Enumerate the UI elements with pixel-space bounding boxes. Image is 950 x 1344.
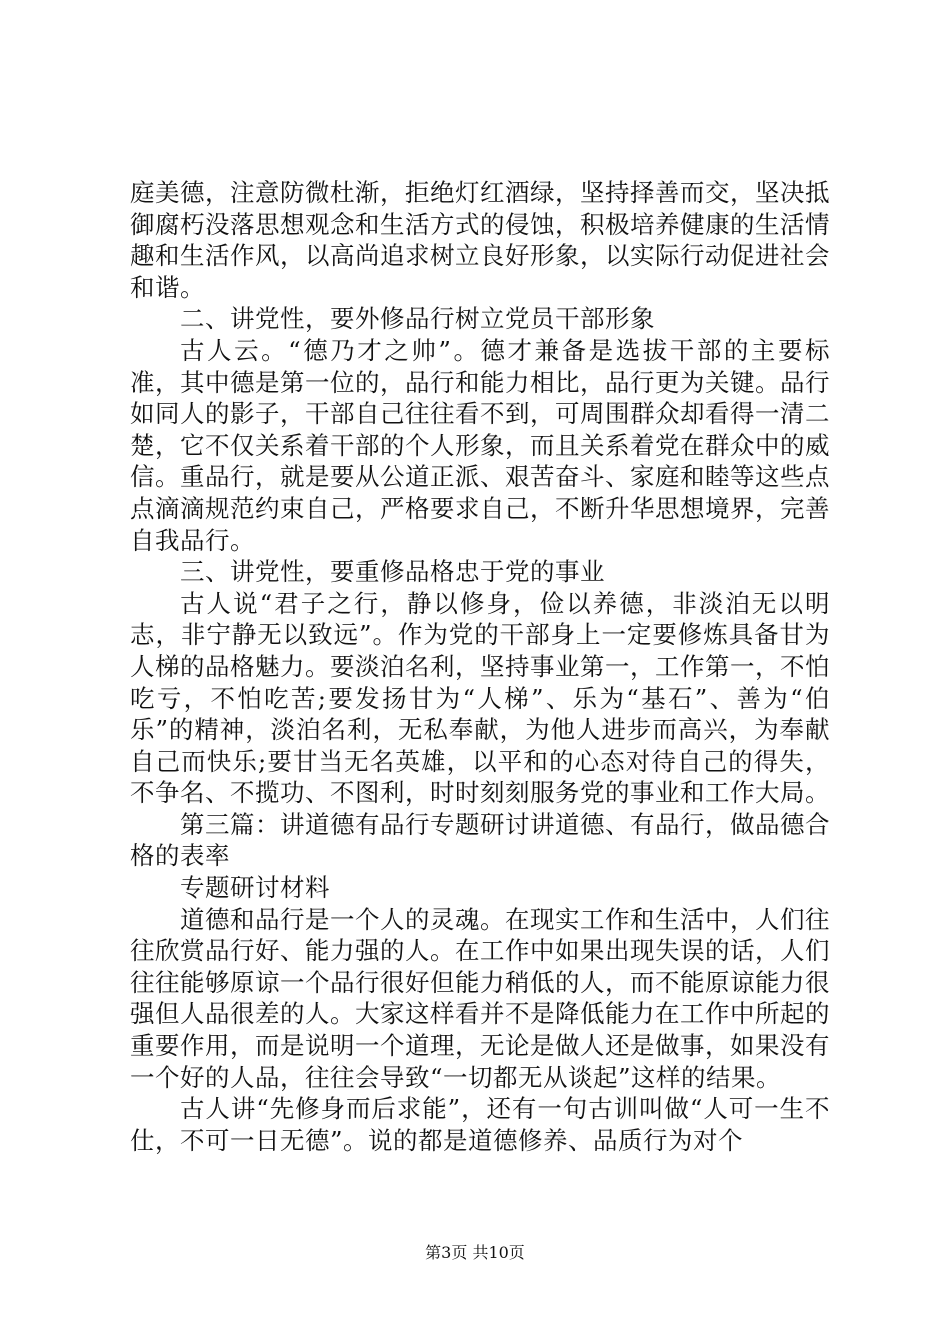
section-heading-2: 二、讲党性，要外修品行树立党员干部形象 [180, 304, 655, 334]
paragraph-5: 古人说“君子之行，静以修身，俭以养德，非淡泊无以明志，非宁静无以致远”。作为党的干部身上一定要修炼具备甘为人梯的品格魅力。要淡泊名利，坚持事业第一，工作第一，不怕吃亏，不怕吃苦;要发扬甘为“人梯”、乐为“基石”、善为“伯乐”的精神，淡泊名利，无私奉献，为他人进步而高兴，为奉献自己而快乐;要甘当无名英雄，以平和的心态对待自己的得失，不争名、不揽功、不图利，时时刻刻服务党的事业和工作大局。 [130, 588, 830, 808]
paragraph-8: 道德和品行是一个人的灵魂。在现实工作和生活中，人们往往欣赏品行好、能力强的人。在工作中如果出现失误的话，人们往往能够原谅一个品行很好但能力稍低的人，而不能原谅能力很强但人品很差的人。大家这样看并不是降低能力在工作中所起的重要作用，而是说明一个道理，无论是做人还是做事，如果没有一个好的人品，往往会导致“一切都无从谈起”这样的结果。 [130, 904, 830, 1092]
document-body [130, 177, 830, 1156]
section-heading-3: 三、讲党性，要重修品格忠于党的事业 [180, 557, 605, 587]
paragraph-9: 古人讲“先修身而后求能”，还有一句古训叫做“人可一生不仕，不可一日无德”。说的都是道德修养、品质行为对个 [130, 1094, 830, 1155]
document-page [130, 0, 830, 1344]
paragraph-3: 古人云。“德乃才之帅”。德才兼备是选拔干部的主要标准，其中德是第一位的，品行和能力相比，品行更为关键。品行如同人的影子，干部自己往往看不到，可周围群众却看得一清二楚，它不仅关系着干部的个人形象，而且关系着党在群众中的威信。重品行，就是要从公道正派、艰苦奋斗、家庭和睦等这些点点滴滴规范约束自己，严格要求自己，不断升华思想境界，完善自我品行。 [130, 335, 830, 555]
chapter-subtitle: 专题研讨材料 [180, 873, 330, 903]
chapter-title: 第三篇：讲道德有品行专题研讨讲道德、有品行，做品德合格的表率 [130, 809, 830, 871]
paragraph-1: 庭美德，注意防微杜渐，拒绝灯红酒绿，坚持择善而交，坚决抵御腐朽没落思想观念和生活方式的侵蚀，积极培养健康的生活情趣和生活作风，以高尚追求树立良好形象，以实际行动促进社会和谐。 [130, 178, 830, 302]
page-footer: 第3页 共10页 [425, 1243, 525, 1262]
